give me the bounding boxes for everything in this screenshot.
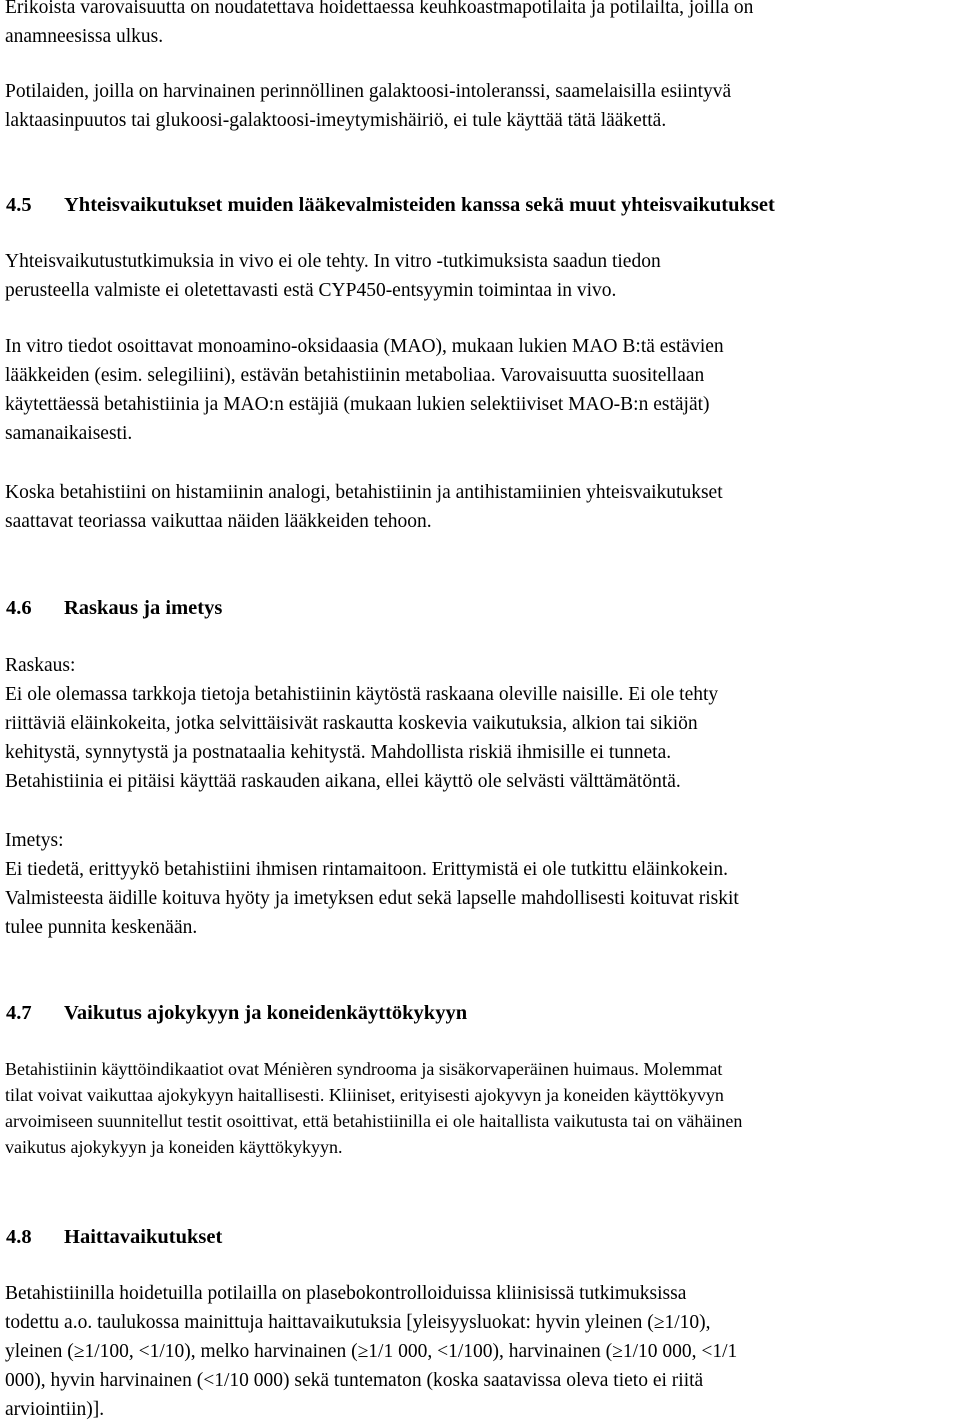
text-line: Betahistiinia ei pitäisi käyttää raskauden aikana, ellei käyttö ole selvästi välttämätöntä.: [5, 771, 681, 792]
text-line: lääkkeiden (esim. selegiliini), estävän betahistiinin metaboliaa. Varovaisuutta suositellaan: [5, 365, 705, 386]
text-line: Erikoista varovaisuutta on noudatettava hoidettaessa keuhkoastmapotilaita ja potilailta, joilla on: [5, 0, 754, 18]
text-line: arviointiin)].: [5, 1399, 105, 1420]
section-title: Raskaus ja imetys: [64, 597, 223, 619]
text-line: riittäviä eläinkokeita, jotka selvittäisivät raskautta koskevia vaikutuksia, alkion tai sikiön: [5, 713, 698, 734]
text-line: Ei tiedetä, erittyykö betahistiini ihmisen rintamaitoon. Erittymistä ei ole tutkittu eläinkokein.: [5, 859, 728, 880]
paragraph-breastfeeding: [5, 826, 955, 942]
paragraph-pregnancy: [5, 651, 955, 796]
text-line: tilat voivat vaikuttaa ajokykyyn haitallisesti. Kliiniset, erityisesti ajokyvyn ja koneiden käyttökyvyn: [5, 1085, 724, 1105]
section-number: 4.7: [6, 1002, 32, 1024]
text-line: Betahistiinin käyttöindikaatiot ovat Ménièren syndrooma ja sisäkorvaperäinen huimaus. Molemmat: [5, 1059, 723, 1079]
section-title: Yhteisvaikutukset muiden lääkevalmisteiden kanssa sekä muut yhteisvaikutukset: [64, 194, 775, 216]
subheading-breastfeeding: Imetys:: [5, 830, 64, 851]
text-line: anamneesissa ulkus.: [5, 26, 164, 47]
text-line: 000), hyvin harvinainen (<1/10 000) sekä tuntematon (koska saatavissa oleva tieto ei riitä: [5, 1370, 704, 1391]
text-line: todettu a.o. taulukossa mainittuja haittavaikutuksia [yleisyysluokat: hyvin yleinen (≥1/10),: [5, 1312, 711, 1333]
section-title: Haittavaikutukset: [64, 1226, 223, 1248]
paragraph-interaction-studies: [5, 247, 955, 305]
section-number: 4.8: [6, 1226, 32, 1248]
text-line: Valmisteesta äidille koituva hyöty ja imetyksen edut sekä lapselle mahdollisesti koituvat riskit: [5, 888, 739, 909]
section-title: Vaikutus ajokykyyn ja koneidenkäyttökykyyn: [64, 1002, 468, 1024]
text-line: arvoimiseen suunnitellut testit osoittivat, että betahistiinilla ei ole haitallista vaikutusta tai on vähäinen: [5, 1111, 743, 1131]
text-line: saattavat teoriassa vaikuttaa näiden lääkkeiden tehoon.: [5, 511, 432, 532]
text-line: perusteella valmiste ei oletettavasti estä CYP450-entsyymin toimintaa in vivo.: [5, 280, 617, 301]
text-line: Koska betahistiini on histamiinin analogi, betahistiinin ja antihistamiinien yhteisvaikutukset: [5, 482, 723, 503]
paragraph-mao: [5, 332, 955, 448]
paragraph-asthma-ulcer: [5, 0, 955, 51]
section-heading-4-5: [6, 192, 775, 218]
text-line: Potilaiden, joilla on harvinainen perinnöllinen galaktoosi-intoleranssi, saamelaisilla esiintyvä: [5, 81, 732, 102]
text-line: Ei ole olemassa tarkkoja tietoja betahistiinin käytöstä raskaana oleville naisille. Ei ole tehty: [5, 684, 719, 705]
text-line: yleinen (≥1/100, <1/10), melko harvinainen (≥1/1 000, <1/100), harvinainen (≥1/10 000, <1/1: [5, 1341, 738, 1362]
text-line: käytettäessä betahistiinia ja MAO:n estäjiä (mukaan lukien selektiiviset MAO-B:n estäjät): [5, 394, 710, 415]
text-line: tulee punnita keskenään.: [5, 917, 198, 938]
section-number: 4.6: [6, 597, 32, 619]
section-heading-4-7: [6, 1000, 467, 1026]
paragraph-antihistamines: [5, 478, 955, 536]
paragraph-galactose: [5, 77, 955, 135]
text-line: samanaikaisesti.: [5, 423, 133, 444]
text-line: laktaasinpuutos tai glukoosi-galaktoosi-imeytymishäiriö, ei tule käyttää tätä lääkettä.: [5, 110, 667, 131]
section-heading-4-8: [6, 1224, 222, 1250]
text-line: In vitro tiedot osoittavat monoamino-oksidaasia (MAO), mukaan lukien MAO B:tä estävien: [5, 336, 724, 357]
paragraph-driving: [5, 1056, 955, 1160]
text-line: kehitystä, synnytystä ja postnataalia kehitystä. Mahdollista riskiä ihmisille ei tunneta.: [5, 742, 672, 763]
section-number: 4.5: [6, 194, 32, 216]
text-line: vaikutus ajokykyyn ja koneiden käyttökykyyn.: [5, 1137, 343, 1157]
subheading-pregnancy: Raskaus:: [5, 655, 76, 676]
text-line: Betahistiinilla hoidetuilla potilailla on plasebokontrolloiduissa kliinisissä tutkimuksissa: [5, 1283, 687, 1304]
paragraph-adverse-effects: [5, 1279, 955, 1424]
text-line: Yhteisvaikutustutkimuksia in vivo ei ole tehty. In vitro -tutkimuksista saadun tiedon: [5, 251, 661, 272]
section-heading-4-6: [6, 595, 222, 621]
